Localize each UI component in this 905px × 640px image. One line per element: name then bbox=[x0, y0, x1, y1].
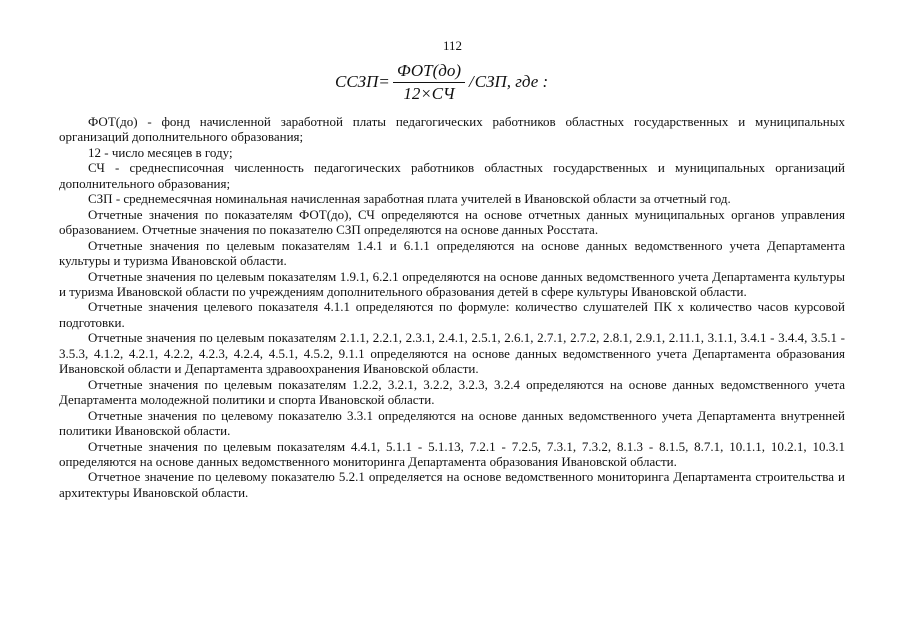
formula-suffix: , где : bbox=[506, 72, 549, 91]
body-text bbox=[59, 114, 845, 500]
paragraph-szp: СЗП - среднемесячная номинальная начисленная заработная плата учителей в Ивановской области за отчетный год. bbox=[88, 191, 731, 207]
paragraph-indicator-5-2-1: Отчетное значение по целевому показателю 5.2.1 определяется на основе ведомственного мониторинга Департамента строительства и архитектуры Ивановской области. bbox=[59, 469, 845, 500]
paragraph-indicators-2-1-1: Отчетные значения по целевым показателям 2.1.1, 2.2.1, 2.3.1, 2.4.1, 2.5.1, 2.6.1, 2.7.1, 2.7.2, 2.8.1, 2.9.1, 2.11.1, 3.1.1, 3.4.1 - 3.4.4, 3.5.1 - 3.5.3, 4.1.2, 4.2.1, 4.2.2, 4.2.3, 4.2.4, 4.5.1, 4.5.2, 9.1.1 определяются на основе данных ведомственного учета Департамента образования Ивановской области и Департамента здравоохранения Ивановской области. bbox=[59, 330, 845, 377]
paragraph-indicators-1-4-1: Отчетные значения по целевым показателям 1.4.1 и 6.1.1 определяются на основе данных ведомственного учета Департамента культуры и туризма Ивановской области. bbox=[59, 237, 845, 269]
paragraph-indicators-1-2-2: Отчетные значения по целевым показателям 1.2.2, 3.2.1, 3.2.2, 3.2.3, 3.2.4 определяются на основе данных ведомственного учета Департамента молодежной политики и спорта Ивановской области. bbox=[59, 376, 845, 408]
formula-denominator: 12×СЧ bbox=[403, 83, 455, 103]
formula bbox=[335, 56, 548, 108]
paragraph-months: 12 - число месяцев в году; bbox=[88, 144, 233, 160]
paragraph-reporting-fot-sch: Отчетные значения по показателям ФОТ(до), СЧ определяются на основе отчетных данных муниципальных органов управления образованием. Отчетные значения по показателю СЗП определяются на основе данных Росстата. bbox=[59, 206, 845, 238]
formula-divider: / bbox=[469, 72, 474, 91]
formula-rhs: СЗП bbox=[474, 72, 507, 91]
paragraph-indicator-4-1-1: Отчетные значения целевого показателя 4.1.1 определяются по формуле: количество слушателей ПК x количество часов курсовой подготовки. bbox=[59, 299, 845, 330]
formula-equals: = bbox=[379, 72, 389, 91]
paragraph-indicators-4-4-1: Отчетные значения по целевым показателям 4.4.1, 5.1.1 - 5.1.13, 7.2.1 - 7.2.5, 7.3.1, 7.3.2, 8.1.3 - 8.1.5, 8.7.1, 10.1.1, 10.2.1, 10.3.1 определяются на основе данных ведомственного мониторинга Департамента образования Ивановской области. bbox=[59, 438, 845, 469]
formula-numerator: ФОТ(до) bbox=[393, 61, 465, 83]
formula-fraction bbox=[393, 61, 465, 104]
paragraph-indicator-3-3-1: Отчетные значения по целевому показателю 3.3.1 определяются на основе данных ведомственного учета Департамента внутренней политики Ивановской области. bbox=[59, 407, 845, 439]
paragraph-sch: СЧ - среднесписочная численность педагогических работников областных государственных и муниципальных организаций дополнительного образования; bbox=[59, 160, 845, 191]
page-number: 112 bbox=[442, 38, 463, 53]
paragraph-indicators-1-9-1: Отчетные значения по целевым показателям 1.9.1, 6.2.1 определяются на основе данных ведомственного учета Департамента культуры и туризма Ивановской области по учреждениям дополнительного образования детей в сфере культуры Ивановской области. bbox=[59, 268, 845, 299]
paragraph-fot: ФОТ(до) - фонд начисленной заработной платы педагогических работников областных государственных и муниципальных организаций дополнительного образования; bbox=[59, 114, 845, 145]
formula-lhs: ССЗП bbox=[335, 72, 379, 91]
